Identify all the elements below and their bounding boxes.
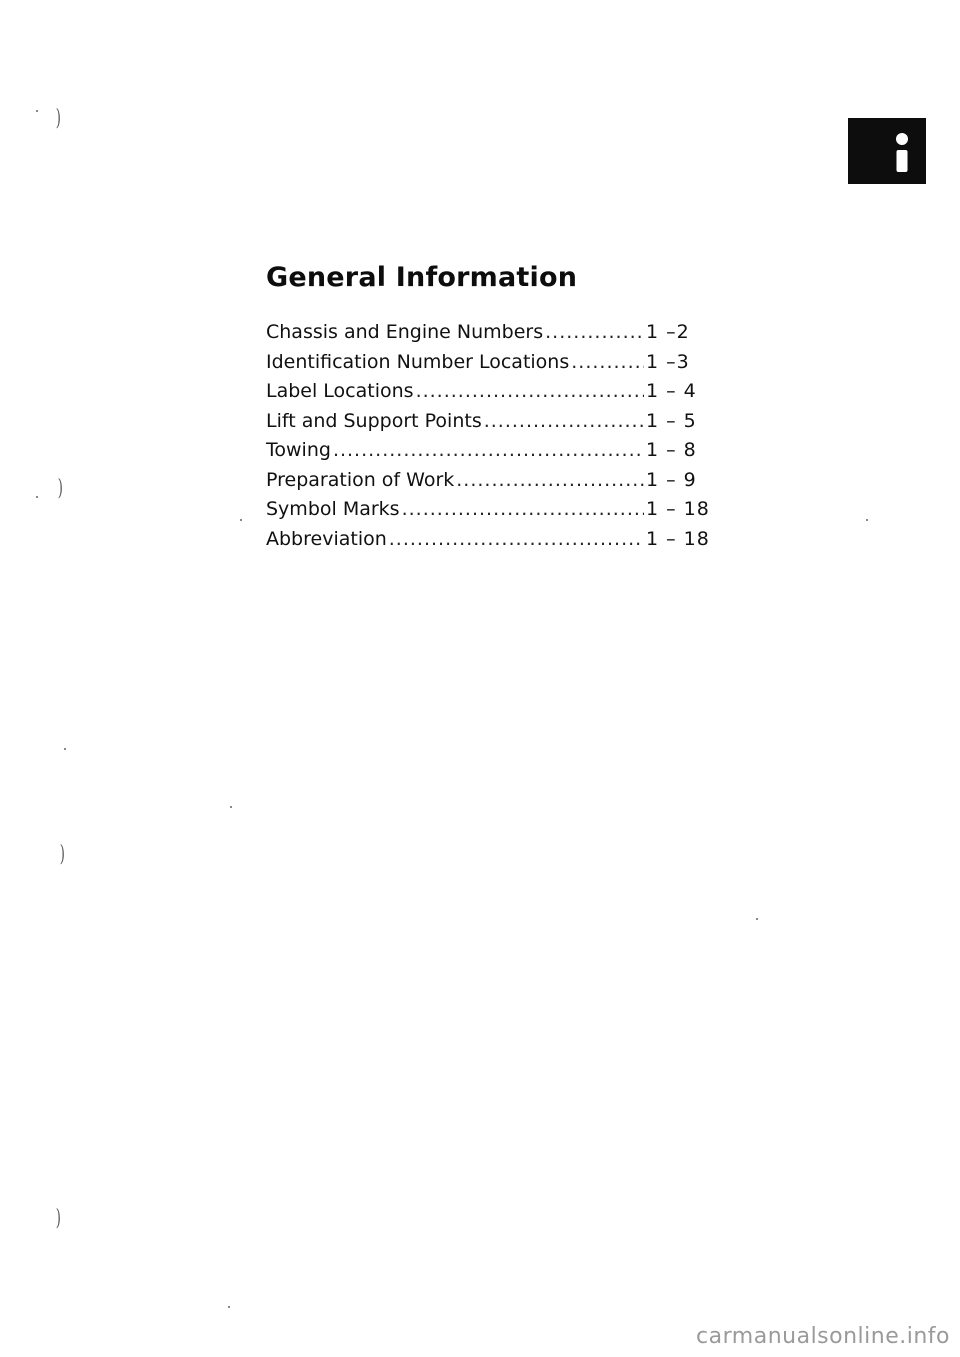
binding-hole-mark: ) xyxy=(55,1206,61,1231)
info-dot xyxy=(896,133,908,145)
toc-entry-page: 1 – 18 xyxy=(646,527,710,550)
footer-watermark: carmanualsonline.info xyxy=(696,1324,950,1349)
scan-speck xyxy=(230,806,232,808)
toc-leader-dots xyxy=(389,528,644,550)
scan-speck xyxy=(228,1306,230,1308)
info-stem xyxy=(897,150,908,172)
toc-leader-dots xyxy=(571,351,644,373)
toc-leader-dots xyxy=(545,321,644,343)
page-title: General Information xyxy=(266,262,578,293)
toc-entry-page: 1 –2 xyxy=(646,321,690,343)
toc-entry-label: Lift and Support Points xyxy=(266,409,482,432)
toc-leader-dots xyxy=(456,469,644,491)
toc-entry-label: Abbreviation xyxy=(266,527,387,550)
toc-entry-page: 1 –3 xyxy=(646,350,690,373)
binding-hole-mark: ) xyxy=(57,476,63,501)
toc-entry-label: Symbol Marks xyxy=(266,498,400,520)
toc-leader-dots xyxy=(333,439,644,461)
binding-hole-mark: ) xyxy=(59,842,65,867)
toc-entry-label: Chassis and Engine Numbers xyxy=(266,321,544,343)
toc-entry[interactable] xyxy=(266,380,716,410)
toc-leader-dots xyxy=(402,498,644,520)
toc-leader-dots xyxy=(484,410,644,432)
toc-entry[interactable] xyxy=(266,528,716,558)
info-icon xyxy=(848,118,926,184)
scan-speck xyxy=(36,110,38,112)
table-of-contents xyxy=(266,321,716,557)
toc-entry[interactable] xyxy=(266,410,716,440)
scan-speck xyxy=(240,519,242,521)
scan-speck xyxy=(866,519,868,521)
toc-entry-page: 1 – 18 xyxy=(646,498,710,520)
toc-entry-page: 1 – 8 xyxy=(646,439,697,461)
toc-entry-label: Preparation of Work xyxy=(266,468,455,491)
toc-entry[interactable] xyxy=(266,439,716,469)
toc-entry-page: 1 – 9 xyxy=(646,468,697,491)
toc-entry[interactable] xyxy=(266,469,716,499)
toc-leader-dots xyxy=(416,380,644,402)
tab-background xyxy=(848,118,926,184)
toc-entry[interactable] xyxy=(266,498,716,528)
toc-entry-label: Label Locations xyxy=(266,380,414,402)
section-tab xyxy=(848,118,926,184)
scan-speck xyxy=(36,496,38,498)
scan-speck xyxy=(756,918,758,920)
binding-hole-mark: ) xyxy=(55,106,61,131)
scan-speck xyxy=(64,748,66,750)
toc-entry[interactable] xyxy=(266,351,716,381)
toc-entry[interactable] xyxy=(266,321,716,351)
toc-entry-page: 1 – 4 xyxy=(646,380,697,402)
toc-entry-label: Identification Number Locations xyxy=(266,350,570,373)
toc-entry-label: Towing xyxy=(266,439,331,461)
toc-entry-page: 1 – 5 xyxy=(646,409,697,432)
